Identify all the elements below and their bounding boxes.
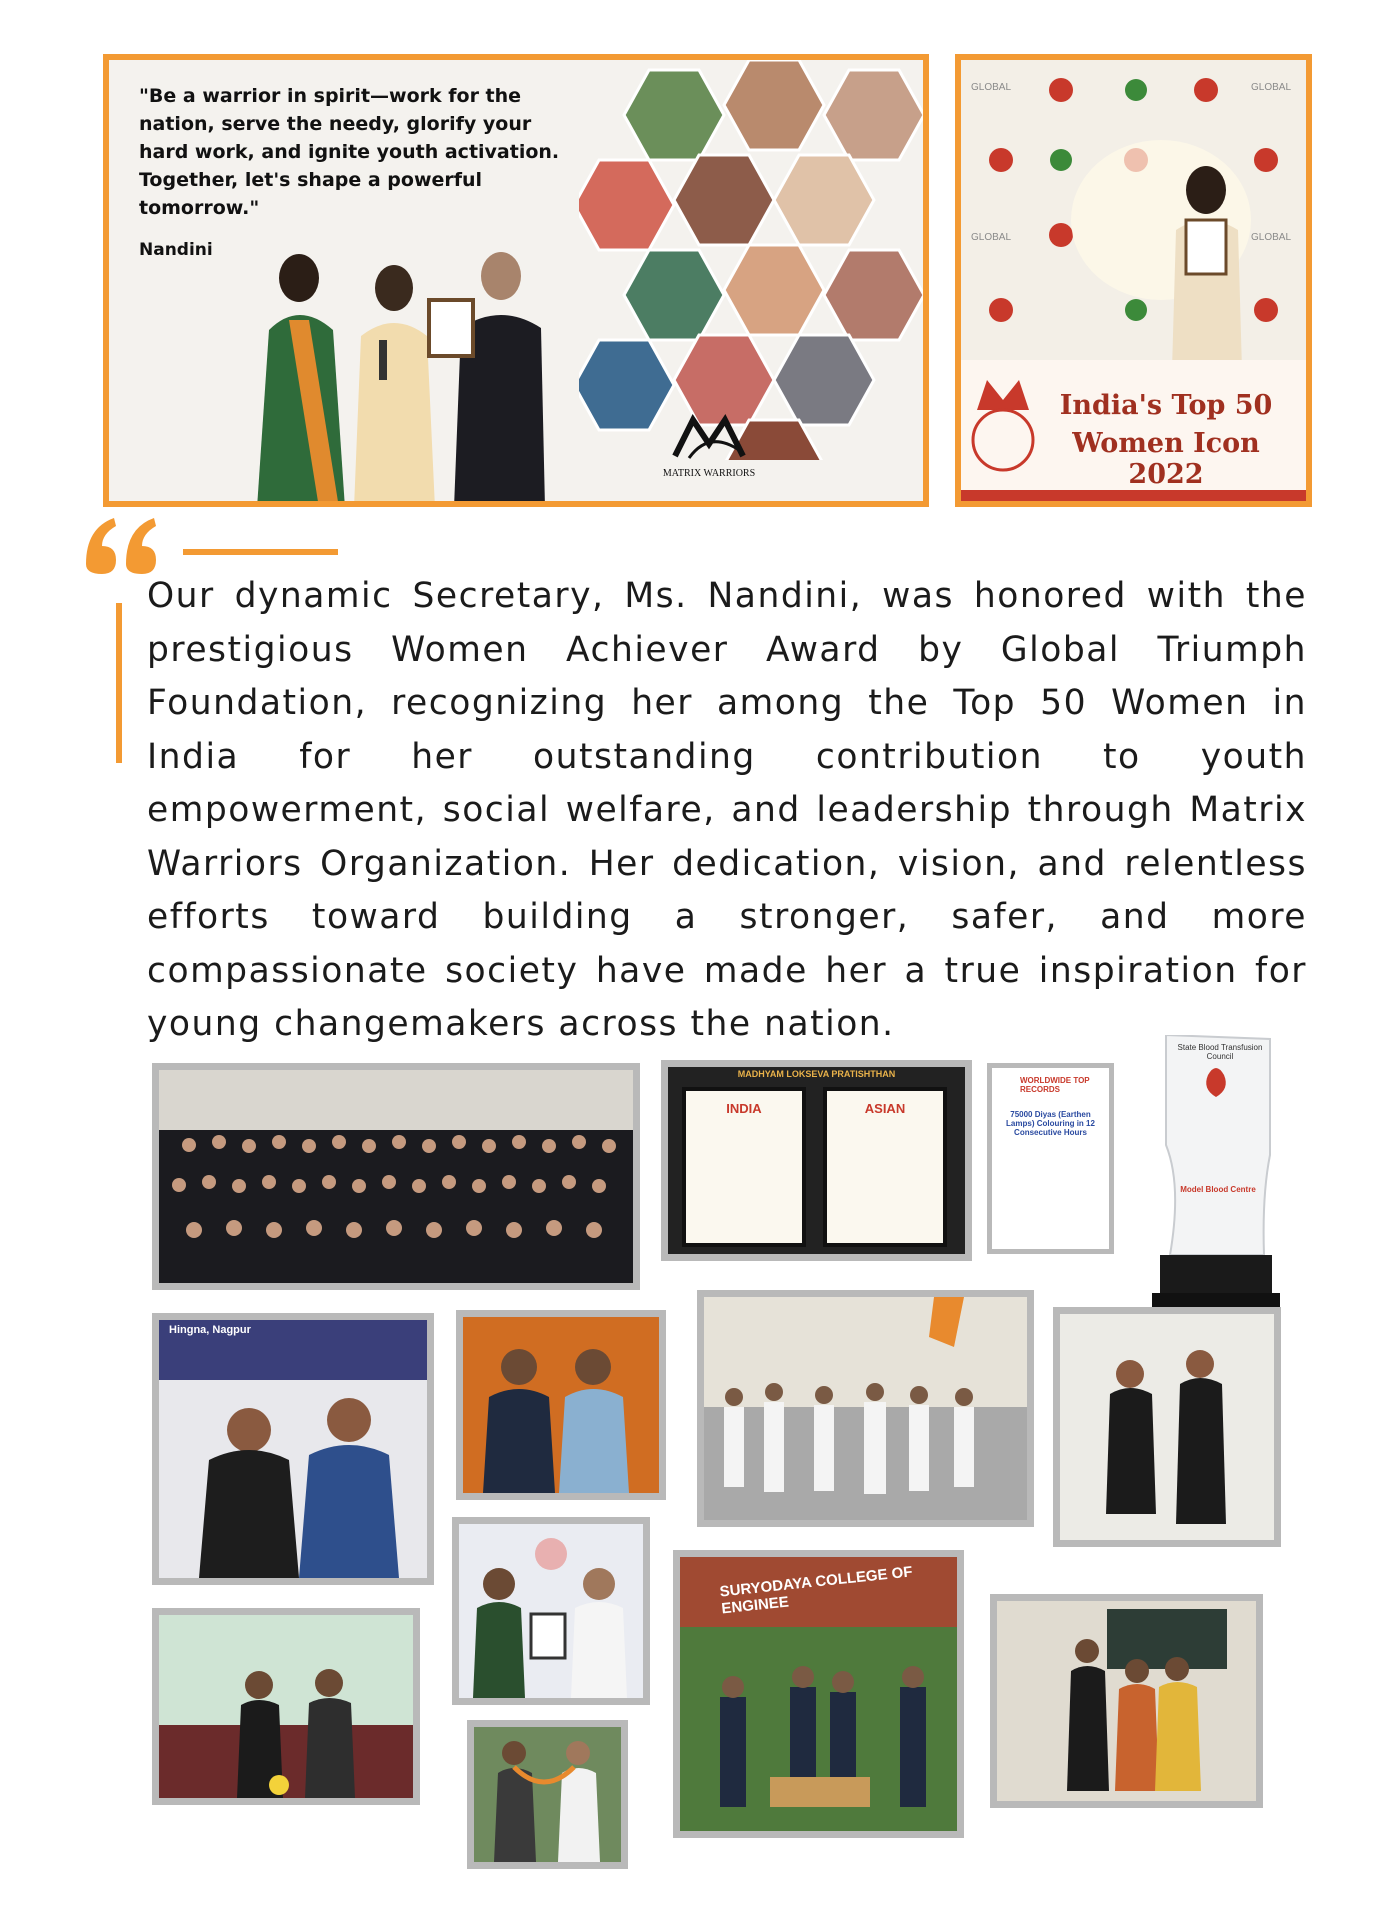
photo-certificates [661, 1060, 972, 1261]
photo-flag-event [697, 1290, 1034, 1527]
cert-right-title: ASIAN [864, 1101, 906, 1116]
photo-college [673, 1550, 964, 1838]
record-title: WORLDWIDE TOP RECORDS [1020, 1076, 1090, 1094]
photo-record-certificate [987, 1063, 1114, 1254]
banner-line2: Women Icon 2022 [1072, 428, 1260, 490]
photo-seminar [152, 1608, 420, 1805]
quote-author: Nandini [139, 240, 213, 260]
article-body: Our dynamic Secretary, Ms. Nandini, was honored with the prestigious Women Achiever Award by Global Triumph Foundation, recognizing her among the Top 50 Women in India for her outstanding contribution to youth empowerment, social welfare, and leadership through Matrix Warriors Organization. Her dedication, vision, and relentless efforts toward building a stronger, safer, and more compassionate society have made her a true inspiration for young changemakers across the nation. [147, 576, 1307, 1044]
photo-group [152, 1063, 640, 1290]
awardee-photo [249, 240, 549, 507]
svg-text:GLOBAL: GLOBAL [1251, 82, 1292, 93]
svg-text:GLOBAL: GLOBAL [971, 232, 1012, 243]
award-photo [955, 54, 1312, 507]
banner-line1: India's Top 50 [1059, 390, 1273, 421]
matrix-warriors-logo [654, 410, 764, 500]
hero-quote [139, 82, 579, 264]
floor [961, 490, 1306, 501]
hexagon-collage [579, 60, 929, 460]
accent-line-horizontal [183, 549, 338, 555]
photo-felicitation [467, 1720, 628, 1869]
ecs-banner: Hingna, Nagpur [169, 1324, 251, 1336]
svg-text:GLOBAL: GLOBAL [971, 82, 1012, 93]
banner [961, 360, 1306, 501]
certificate-left [682, 1087, 806, 1247]
record-sub: 75000 Diyas (Earthen Lamps) Colouring in 12 Consecutive Hours [1006, 1110, 1095, 1137]
photo-classroom [990, 1594, 1263, 1808]
photo-workshop [1053, 1307, 1281, 1547]
certificate-right [823, 1087, 947, 1247]
trophy [1152, 1035, 1280, 1310]
trophy-sub: Model Blood Centre [1180, 1185, 1256, 1194]
photo-ecs-event [152, 1313, 434, 1585]
trophy-title: State Blood Transfusion Council [1177, 1043, 1263, 1061]
photo-officer [456, 1310, 666, 1500]
svg-text:GLOBAL: GLOBAL [1251, 232, 1292, 243]
photo-student-award [452, 1517, 650, 1705]
logo-text: MATRIX WARRIORS [662, 468, 756, 479]
college-sign: SURYODAYA COLLEGE OF ENGINEE [718, 1563, 914, 1618]
accent-line-vertical [116, 603, 122, 763]
certificates-header: MADHYAM LOKSEVA PRATISHTHAN [737, 1069, 896, 1079]
quote-text: "Be a warrior in spirit—work for the nation, serve the needy, glorify your hard work, and ignite youth activation. Together, let's shape a powerful tomorrow." [139, 85, 560, 219]
hero-card [103, 54, 929, 507]
cert-left-title: INDIA [726, 1101, 762, 1116]
